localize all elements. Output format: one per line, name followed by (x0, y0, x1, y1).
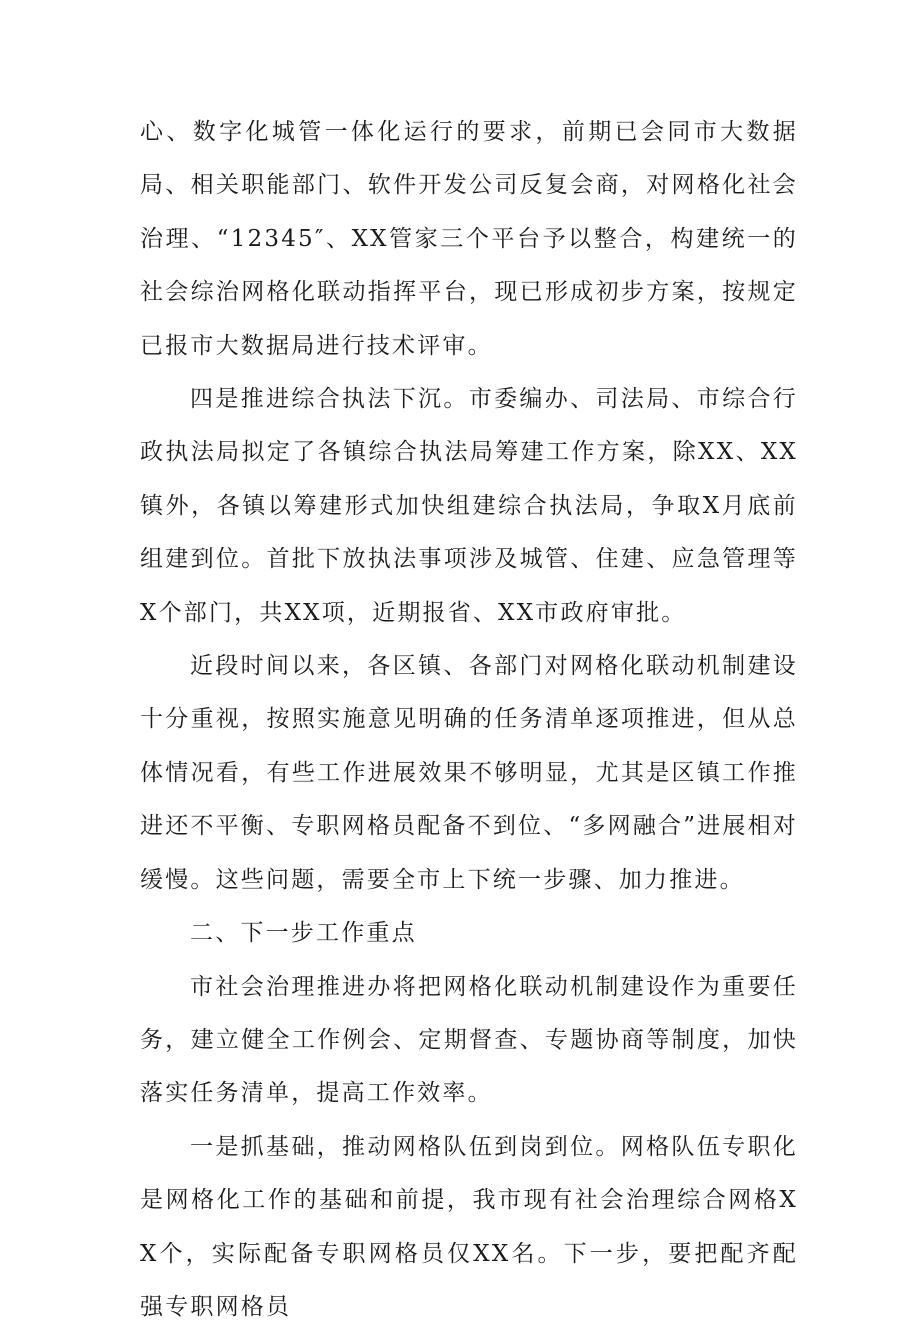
paragraph-grid-team-basics: 一是抓基础，推动网格队伍到岗到位。网格队伍专职化是网格化工作的基础和前提，我市现有社会治理综合网格XX个，实际配备专职网格员仅XX名。下一步，要把配齐配强专职网格员 (140, 1133, 798, 1320)
document-body (140, 106, 798, 1334)
paragraph-law-enforcement: 四是推进综合执法下沉。市委编办、司法局、市综合行政执法局拟定了各镇综合执法局筹建工作方案，除XX、XX镇外，各镇以筹建形式加快组建综合执法局，争取X月底前组建到位。首批下放执法事项涉及城管、住建、应急管理等X个部门，共XX项，近期报省、XX市政府审批。 (140, 386, 798, 626)
section-heading-next-steps: 二、下一步工作重点 (190, 920, 417, 947)
paragraph-next-steps-intro: 市社会治理推进办将把网格化联动机制建设作为重要任务，建立健全工作例会、定期督查、专题协商等制度，加快落实任务清单，提高工作效率。 (140, 973, 798, 1107)
paragraph-continuation-platform-integration: 心、数字化城管一体化运行的要求，前期已会同市大数据局、相关职能部门、软件开发公司反复会商，对网格化社会治理、“12345″、XX管家三个平台予以整合，构建统一的社会综治网格化联动指挥平台，现已形成初步方案，按规定已报市大数据局进行技术评审。 (140, 119, 798, 359)
paragraph-progress-issues: 近段时间以来，各区镇、各部门对网格化联动机制建设十分重视，按照实施意见明确的任务清单逐项推进，但从总体情况看，有些工作进展效果不够明显，尤其是区镇工作推进还不平衡、专职网格员配备不到位、“多网融合”进展相对缓慢。这些问题，需要全市上下统一步骤、加力推进。 (140, 653, 798, 893)
